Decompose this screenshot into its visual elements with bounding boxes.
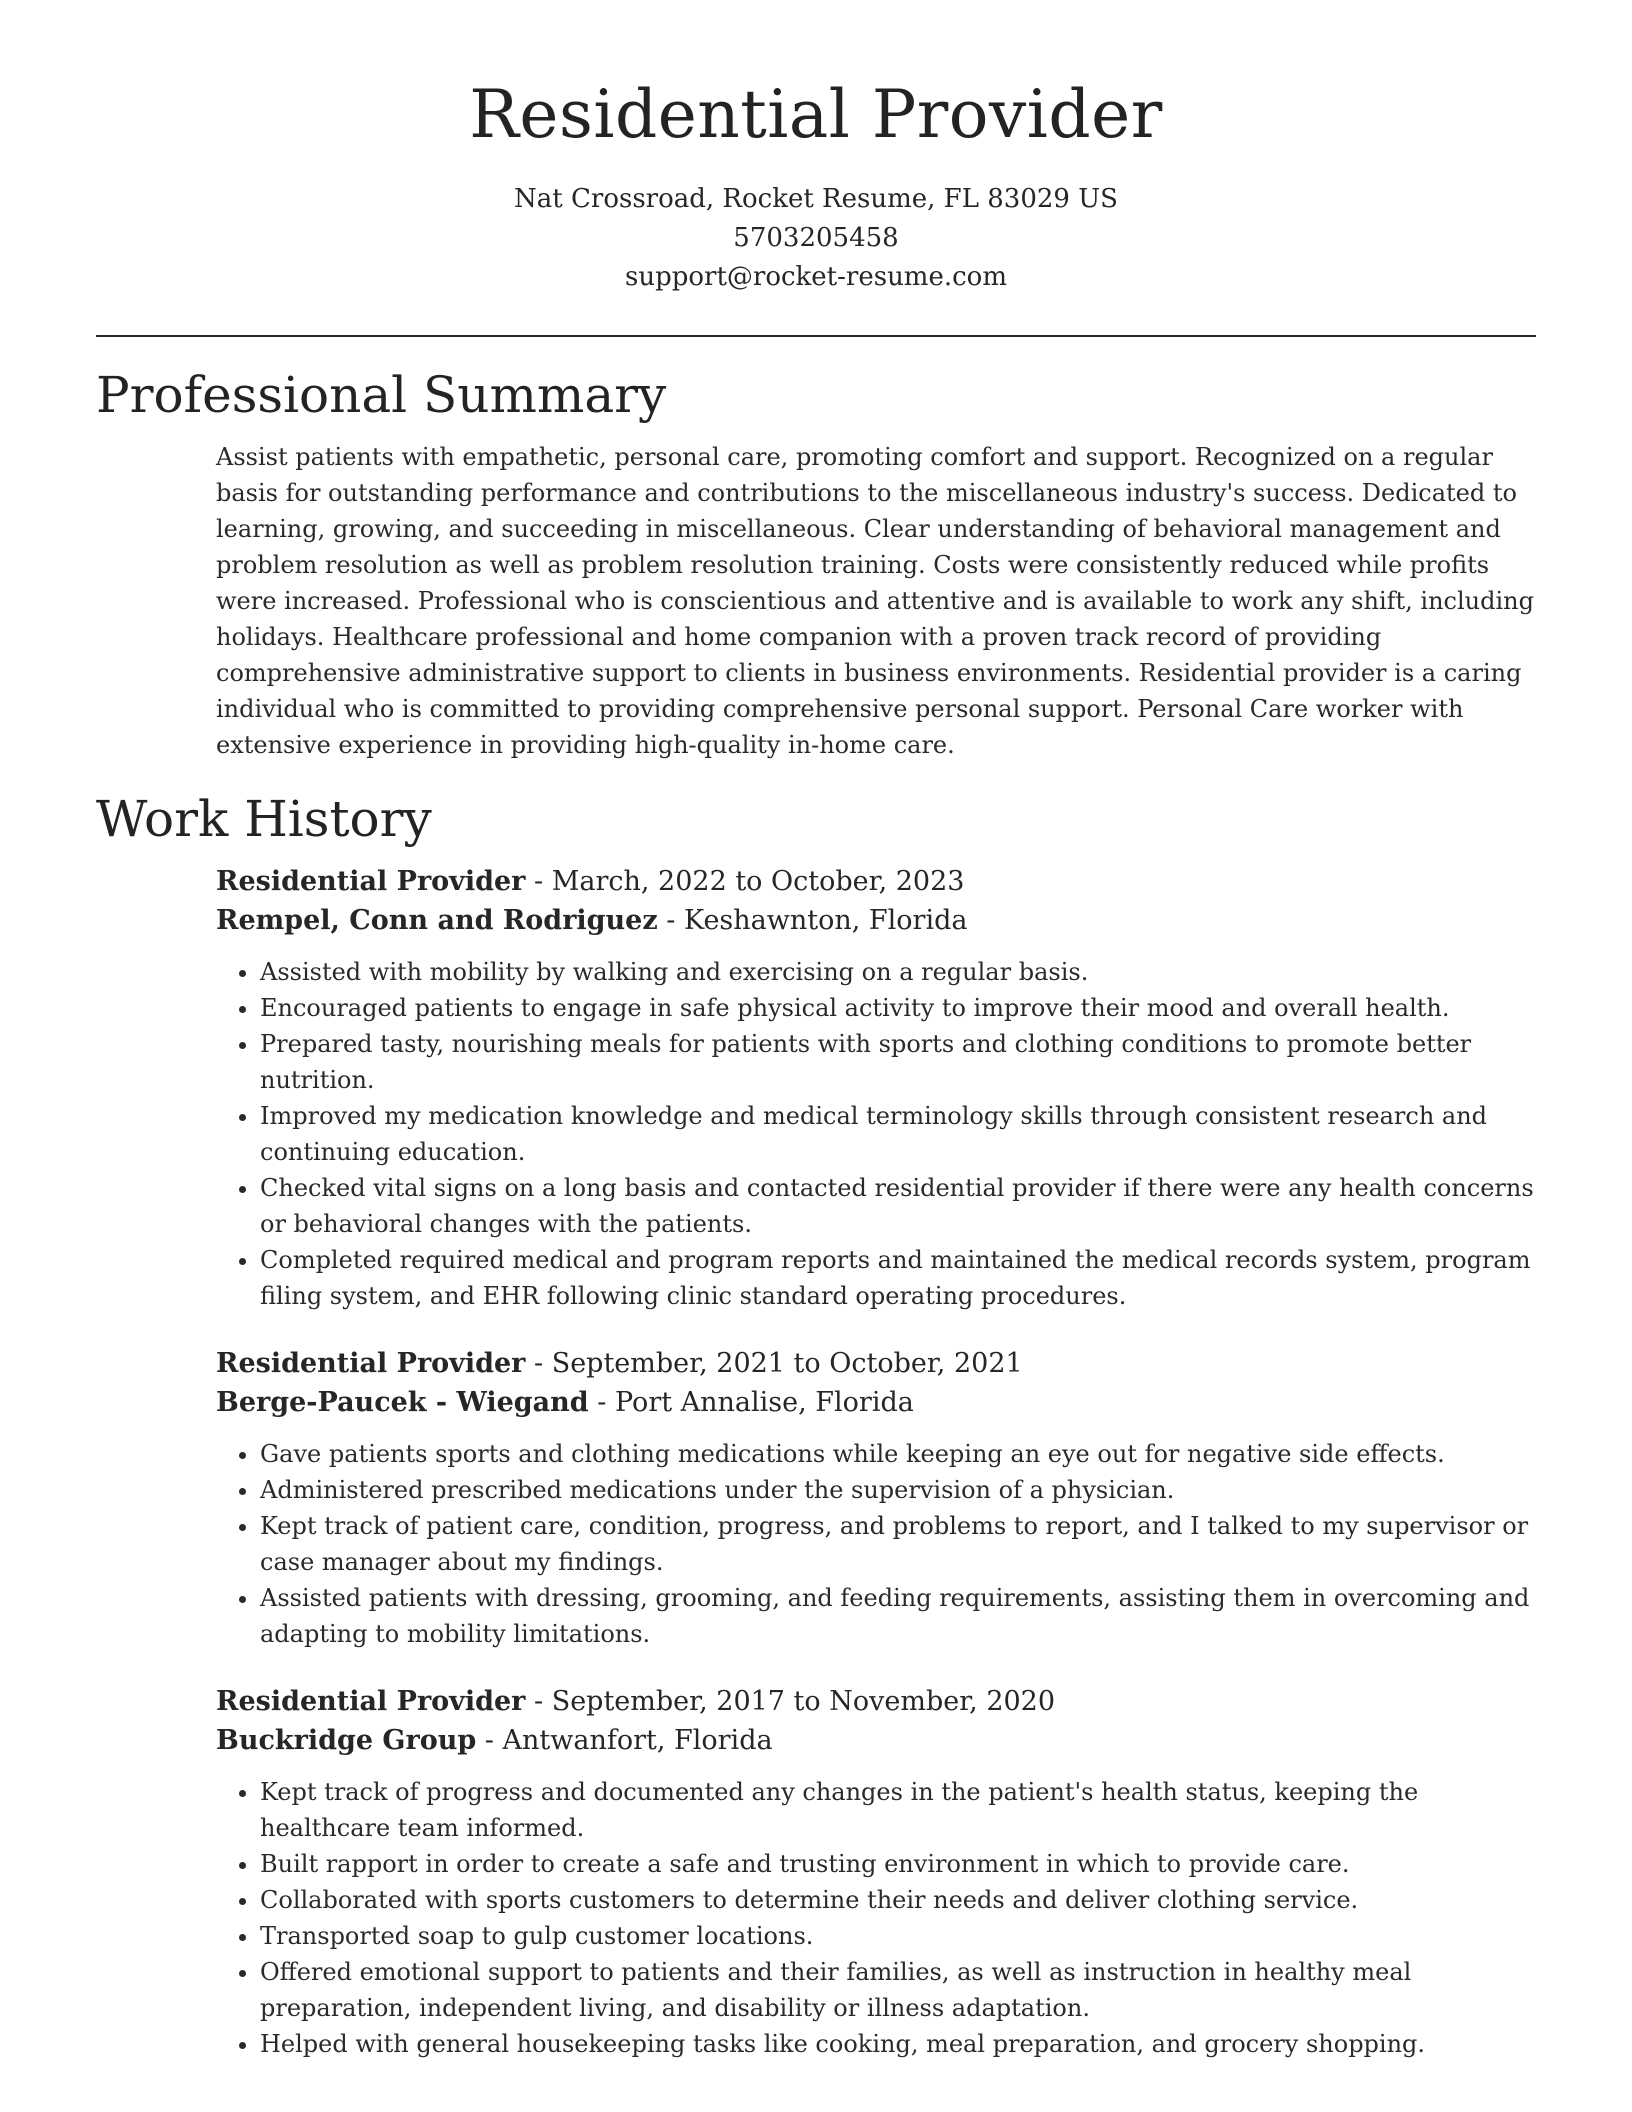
job-bullet-item: • Checked vital signs on a long basis and contacted residential provider if there were any health concerns or behavioral changes with the patients. bbox=[260, 1170, 1536, 1242]
job-separator: - bbox=[525, 866, 552, 897]
job-separator: - bbox=[525, 1686, 552, 1717]
job-bullet-item: • Assisted patients with dressing, grooming, and feeding requirements, assisting them in overcoming and adapting to mobility limitations. bbox=[260, 1580, 1536, 1652]
job-separator: - bbox=[657, 905, 684, 936]
resume-header bbox=[96, 76, 1536, 297]
job-bullet-item: • Gave patients sports and clothing medications while keeping an eye out for negative side effects. bbox=[260, 1436, 1536, 1472]
work-history-section bbox=[96, 791, 1536, 2063]
job-location: Port Annalise, Florida bbox=[614, 1387, 914, 1418]
job-title-line bbox=[216, 1344, 1536, 1383]
job-location: Antwanfort, Florida bbox=[502, 1725, 773, 1756]
job-title-line bbox=[216, 1682, 1536, 1721]
contact-email: support@rocket-resume.com bbox=[624, 262, 1007, 292]
job-bullet-item: • Encouraged patients to engage in safe physical activity to improve their mood and overall health. bbox=[260, 990, 1536, 1026]
job-bullets bbox=[216, 1436, 1536, 1652]
job-location: Keshawnton, Florida bbox=[684, 905, 968, 936]
professional-summary-section bbox=[96, 367, 1536, 763]
job-role: Residential Provider bbox=[216, 866, 526, 897]
job-entry bbox=[216, 862, 1536, 1314]
contact-address: Nat Crossroad, Rocket Resume, FL 83029 US bbox=[514, 184, 1118, 214]
job-title-line bbox=[216, 862, 1536, 901]
job-bullet-item: • Built rapport in order to create a safe and trusting environment in which to provide care. bbox=[260, 1846, 1536, 1882]
job-bullet-item: • Offered emotional support to patients and their families, as well as instruction in healthy meal preparation, independent living, and disability or illness adaptation. bbox=[260, 1954, 1536, 2026]
job-bullets bbox=[216, 1774, 1536, 2062]
job-bullet-item: • Improved my medication knowledge and medical terminology skills through consistent research and continuing education. bbox=[260, 1098, 1536, 1170]
job-bullet-item: • Helped with general housekeeping tasks like cooking, meal preparation, and grocery shopping. bbox=[260, 2026, 1536, 2062]
job-bullet-item: • Transported soap to gulp customer locations. bbox=[260, 1918, 1536, 1954]
job-company-line bbox=[216, 1721, 1536, 1760]
job-company: Buckridge Group bbox=[216, 1725, 477, 1756]
job-company: Berge-Paucek - Wiegand bbox=[216, 1387, 589, 1418]
summary-body bbox=[216, 439, 1536, 763]
section-title-work-history: Work History bbox=[96, 789, 432, 848]
summary-text: Assist patients with empathetic, personal care, promoting comfort and support. Recognized on a regular basis for outstanding performance and contributions to the miscellaneous industry's success. Dedicated to learning, growing, and succeeding in miscellaneous. Clear understanding of behavioral management and problem resolution as well as problem resolution training. Costs were consistently reduced while profits were increased. Professional who is conscientious and attentive and is available to work any shift, including holidays. Healthcare professional and home companion with a proven track record of providing comprehensive administrative support to clients in business environments. Residential provider is a caring individual who is committed to providing comprehensive personal support. Personal Care worker with extensive experience in providing high-quality in-home care. bbox=[216, 442, 1534, 759]
job-dates: September, 2017 to November, 2020 bbox=[551, 1686, 1056, 1717]
job-bullet-item: • Prepared tasty, nourishing meals for patients with sports and clothing conditions to promote better nutrition. bbox=[260, 1026, 1536, 1098]
job-bullet-item: • Administered prescribed medications under the supervision of a physician. bbox=[260, 1472, 1536, 1508]
job-bullet-item: • Kept track of patient care, condition, progress, and problems to report, and I talked to my supervisor or case manager about my findings. bbox=[260, 1508, 1536, 1580]
header-divider bbox=[96, 335, 1536, 337]
job-role: Residential Provider bbox=[216, 1686, 526, 1717]
job-role: Residential Provider bbox=[216, 1348, 526, 1379]
job-bullets bbox=[216, 954, 1536, 1314]
job-separator: - bbox=[588, 1387, 615, 1418]
job-dates: March, 2022 to October, 2023 bbox=[551, 866, 965, 897]
job-bullet-item: • Completed required medical and program reports and maintained the medical records system, program filing system, and EHR following clinic standard operating procedures. bbox=[260, 1242, 1536, 1314]
candidate-name: Residential Provider bbox=[469, 76, 1163, 153]
job-separator: - bbox=[525, 1348, 552, 1379]
work-history-body bbox=[216, 862, 1536, 2062]
job-company: Rempel, Conn and Rodriguez bbox=[216, 905, 658, 936]
job-bullet-item: • Collaborated with sports customers to determine their needs and deliver clothing service. bbox=[260, 1882, 1536, 1918]
job-bullet-item: • Kept track of progress and documented any changes in the patient's health status, keeping the healthcare team informed. bbox=[260, 1774, 1536, 1846]
contact-phone: 5703205458 bbox=[733, 223, 899, 253]
job-separator: - bbox=[476, 1725, 503, 1756]
job-entry bbox=[216, 1344, 1536, 1652]
job-dates: September, 2021 to October, 2021 bbox=[551, 1348, 1023, 1379]
section-title-professional-summary: Professional Summary bbox=[96, 366, 667, 424]
job-company-line bbox=[216, 1383, 1536, 1422]
job-entry bbox=[216, 1682, 1536, 2062]
job-company-line bbox=[216, 901, 1536, 940]
job-bullet-item: • Assisted with mobility by walking and exercising on a regular basis. bbox=[260, 954, 1536, 990]
